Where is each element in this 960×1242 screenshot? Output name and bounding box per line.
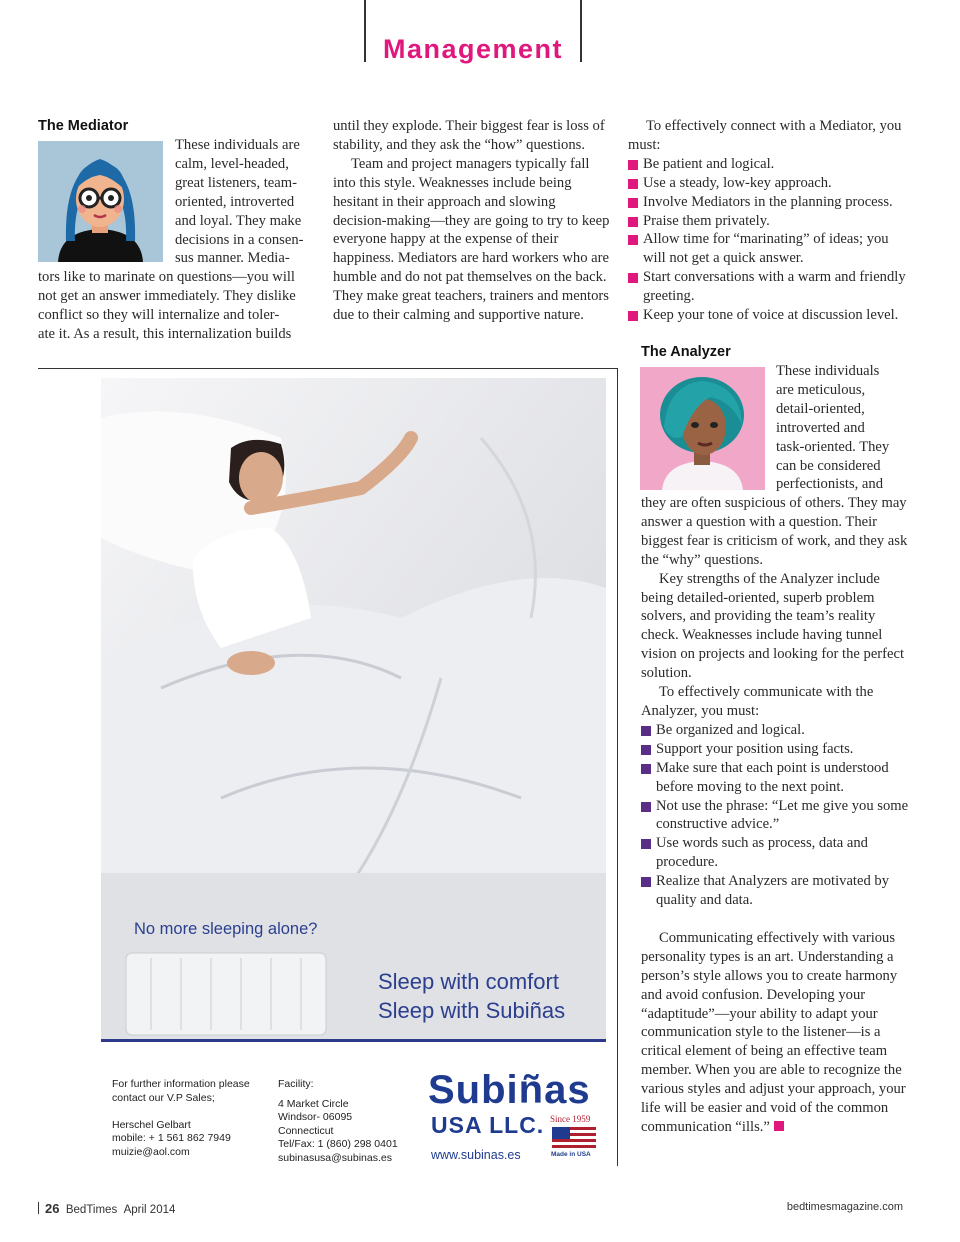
footer-left <box>38 1201 175 1216</box>
magazine-name: BedTimes <box>65 1204 118 1216</box>
text-line: For further information please <box>112 1078 250 1090</box>
mediator-tips-intro: To effectively connect with a Mediator, you must: <box>628 118 902 153</box>
mediator-paragraph-1: until they explode. Their biggest fear is loss of stability, and they ask the “how” questions. <box>333 118 605 153</box>
list-item: Realize that Analyzers are motivated by quality and data. <box>641 872 909 910</box>
list-item: Be organized and logical. <box>641 721 909 740</box>
us-flag-icon <box>552 1127 596 1151</box>
email-text[interactable]: subinasusa@subinas.es <box>278 1151 392 1164</box>
text-line: not get an answer immediately. They dislike <box>38 287 296 304</box>
ad-made-in: Made in USA <box>551 1151 591 1158</box>
section-title: Management <box>382 34 564 64</box>
text-line: detail-oriented, <box>776 400 865 417</box>
ad-slogan-2: Sleep with Subiñas <box>378 998 566 1023</box>
text-line: contact our V.P Sales; <box>112 1091 215 1104</box>
ad-brand-subtitle: USA LLC. <box>431 1112 545 1138</box>
list-item: Be patient and logical. <box>628 155 908 174</box>
ad-photo <box>101 378 606 1040</box>
text-line: calm, level-headed, <box>175 155 289 172</box>
email-text[interactable]: muizie@aol.com <box>112 1145 190 1158</box>
mediator-intro-side <box>175 136 310 268</box>
text-line: Herschel Gelbart <box>112 1118 191 1131</box>
mediator-heading: The Mediator <box>38 118 129 134</box>
issue-date: April 2014 <box>123 1204 176 1216</box>
header-rule-right <box>580 0 582 62</box>
analyzer-paragraph-3: To effectively communicate with the Analyzer, you must: <box>641 684 874 719</box>
text-line: These individuals are <box>175 137 300 153</box>
text-line: great listeners, team- <box>175 174 297 191</box>
text-line: introverted and <box>776 419 865 436</box>
analyzer-tips-list <box>641 721 909 910</box>
text-line: tors like to marinate on questions—you will <box>38 269 295 285</box>
list-item: Praise them privately. <box>628 212 908 231</box>
text-line: oriented, introverted <box>175 193 295 210</box>
closing-text: Communicating effectively with various personality types is an art. Understanding a person’s style allows you to create harmony and avoid confusion. Developing your “adaptitude”—your ability to adapt your communication style to the listener—is a critical element of being an effective team member. When you are able to recognize the various styles and adjust your approach, your life will be easier and void of the common communication “ills.” <box>641 929 906 1135</box>
spacer <box>112 1105 250 1119</box>
mediator-tips-list <box>628 155 908 325</box>
mediator-intro-wide <box>38 268 313 344</box>
list-item: Not use the phrase: “Let me give you some constructive advice.” <box>641 797 909 835</box>
list-item: Start conversations with a warm and friendly greeting. <box>628 268 908 306</box>
text-line: ate it. As a result, this internalization builds <box>38 325 292 342</box>
text-line: 4 Market Circle <box>278 1097 349 1110</box>
list-item: Keep your tone of voice at discussion level. <box>628 306 908 325</box>
text-line: and loyal. They make <box>175 212 302 229</box>
list-item: Use a steady, low-key approach. <box>628 174 908 193</box>
text-line: decisions in a consen- <box>175 231 304 248</box>
list-item: Make sure that each point is understood before moving to the next point. <box>641 759 909 797</box>
analyzer-paragraph-2: Key strengths of the Analyzer include being detailed-oriented, superb problem solvers, and providing the team’s reality check. Weaknesses include having tunnel vision on projects and looking for the perfect solution. <box>641 570 905 682</box>
analyzer-body <box>641 494 909 1137</box>
page-number: 26 <box>45 1201 60 1216</box>
text-line: sus manner. Media- <box>175 250 290 267</box>
list-item: Allow time for “marinating” of ideas; you will not get a quick answer. <box>628 230 908 268</box>
text-line: Tel/Fax: 1 (860) 298 0401 <box>278 1138 398 1151</box>
text-line: conflict so they will internalize and toler- <box>38 306 280 323</box>
mediator-body-column <box>333 117 610 325</box>
ad-contact <box>112 1078 250 1160</box>
text-line: task-oriented. They <box>776 438 890 455</box>
ad-slogan-1: Sleep with comfort <box>378 969 559 994</box>
footer-website[interactable]: bedtimesmagazine.com <box>786 1201 903 1213</box>
list-item: Support your position using facts. <box>641 740 909 759</box>
advertisement[interactable] <box>38 368 618 1166</box>
analyzer-avatar <box>640 367 765 490</box>
text-line: Connecticut <box>278 1124 334 1137</box>
text-line: These individuals <box>776 363 880 379</box>
mediator-paragraph-2: Team and project managers typically fall into this style. Weaknesses include being hesitant in their approach and slowing decision-making—they are going to try to keep everyone happy at the expense of their happiness. Mediators are hard workers who are humble and do not pat themselves on the back. They make great teachers, trainers and mentors due to their calming and supportive nature. <box>333 155 610 324</box>
ad-since: Since 1959 <box>550 1114 591 1124</box>
analyzer-heading: The Analyzer <box>641 344 731 360</box>
list-item: Use words such as process, data and procedure. <box>641 834 909 872</box>
analyzer-intro-side <box>776 362 916 494</box>
ad-facility <box>278 1078 398 1166</box>
mediator-tips <box>628 117 908 325</box>
list-item: Involve Mediators in the planning process. <box>628 193 908 212</box>
ad-headline: No more sleeping alone? <box>134 920 318 938</box>
analyzer-paragraph-1: they are often suspicious of others. They may answer a question with a question. Their biggest fear is criticism of work, and they ask the “why” questions. <box>641 495 908 568</box>
text-line: Windsor- 06095 <box>278 1111 353 1124</box>
text-line: are meticulous, <box>776 381 866 398</box>
ad-divider <box>101 1039 606 1042</box>
mediator-avatar <box>38 141 163 262</box>
text-line: mobile: + 1 561 862 7949 <box>112 1132 231 1145</box>
text-line: perfectionists, and <box>776 476 883 493</box>
closing-paragraph <box>641 929 909 1137</box>
ad-brand-logo: Subiñas <box>428 1068 591 1112</box>
ad-website-link[interactable]: www.subinas.es <box>431 1148 521 1162</box>
end-mark <box>774 1121 784 1131</box>
text-line: can be considered <box>776 457 881 474</box>
footer-rule <box>38 1202 39 1214</box>
text-line: Facility: <box>278 1078 314 1090</box>
